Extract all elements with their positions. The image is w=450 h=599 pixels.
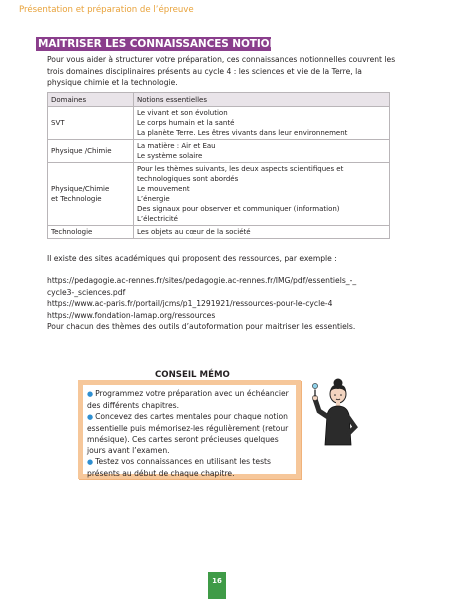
column-header: Domaines xyxy=(48,93,134,107)
resource-link[interactable]: https://www.ac-paris.fr/portail/jcms/p1_1291921/ressources-pour-le-cycle-4 xyxy=(47,299,333,309)
bullet-dot-icon: ● xyxy=(87,458,94,466)
notion-line: La planète Terre. Les êtres vivants dans leur environnement xyxy=(137,129,348,137)
domain-cell xyxy=(48,140,134,163)
resources-intro: Il existe des sites académiques qui proposent des ressources, par exemple : xyxy=(47,254,337,263)
notions-cell xyxy=(134,140,390,163)
notion-line: L’électricité xyxy=(137,215,178,223)
notion-line: L’énergie xyxy=(137,195,170,203)
column-header: Notions essentielles xyxy=(134,93,390,107)
memo-item-text: Programmez votre préparation avec un échéancier des différents chapitres. xyxy=(87,389,289,410)
domain-line: Physique /Chimie xyxy=(51,147,112,155)
notion-line: Des signaux pour observer et communiquer (information) xyxy=(137,205,340,213)
resource-link[interactable]: https://pedagogie.ac-rennes.fr/sites/pedagogie.ac-rennes.fr/IMG/pdf/essentiels_-_ xyxy=(47,276,357,286)
memo-item-text: Concevez des cartes mentales pour chaque notion essentielle puis mémorisez-les régulièrement (retour mnésique). Ces cartes seront précieuses quelques jours avant l’examen. xyxy=(87,412,289,455)
domain-cell xyxy=(48,107,134,140)
table-row xyxy=(48,163,390,226)
page-number: 16 xyxy=(208,572,226,599)
memo-item xyxy=(87,388,292,411)
notion-line: technologiques sont abordés xyxy=(137,175,239,183)
bullet-dot-icon: ● xyxy=(87,390,94,398)
resources-section xyxy=(47,253,402,332)
notion-line: Le corps humain et la santé xyxy=(137,119,235,127)
intro-paragraph: Pour vous aider à structurer votre préparation, ces connaissances notionnelles couvrent les trois domaines disciplinaires présents au cycle 4 : les sciences et vie de la Terre, la physique chimie et la technologie. xyxy=(47,55,396,88)
table-header-row xyxy=(48,93,390,107)
notion-line: La matière : Air et Eau xyxy=(137,142,216,150)
table-row xyxy=(48,226,390,239)
domain-line: SVT xyxy=(51,119,65,127)
memo-box xyxy=(78,380,301,479)
domain-cell xyxy=(48,226,134,239)
domain-line: Physique/Chimie xyxy=(51,185,110,193)
woman-thinking-icon xyxy=(305,377,365,447)
notion-line: Les objets au cœur de la société xyxy=(137,228,251,236)
bullet-dot-icon: ● xyxy=(87,413,94,421)
notions-cell xyxy=(134,107,390,140)
notion-line: Le vivant et son évolution xyxy=(137,109,228,117)
table-row xyxy=(48,140,390,163)
memo-item xyxy=(87,411,292,456)
resources-outro: Pour chacun des thèmes des outils d’autoformation pour maitriser les essentiels. xyxy=(47,322,356,332)
resource-link[interactable]: https://www.fondation-lamap.org/ressources xyxy=(47,310,216,320)
domain-line: et Technologie xyxy=(51,195,102,203)
page-header: Présentation et préparation de l’épreuve xyxy=(19,5,194,15)
memo-item-text: Testez vos connaissances en utilisant les tests présents au début de chaque chapitre. xyxy=(87,457,271,478)
notion-line: Le mouvement xyxy=(137,185,190,193)
notion-line: Le système solaire xyxy=(137,152,203,160)
memo-title: CONSEIL MÉMO xyxy=(155,370,230,380)
resource-link[interactable]: cycle3-_sciences.pdf xyxy=(47,287,126,297)
domain-cell xyxy=(48,163,134,226)
notions-cell xyxy=(134,226,390,239)
section-title: MAITRISER LES CONNAISSANCES NOTIONNELLES xyxy=(38,38,322,50)
notion-line: Pour les thèmes suivants, les deux aspects scientifiques et xyxy=(137,165,344,173)
notions-table xyxy=(47,92,390,239)
notions-cell xyxy=(134,163,390,226)
memo-item xyxy=(87,456,292,479)
domain-line: Technologie xyxy=(51,228,93,236)
table-row xyxy=(48,107,390,140)
